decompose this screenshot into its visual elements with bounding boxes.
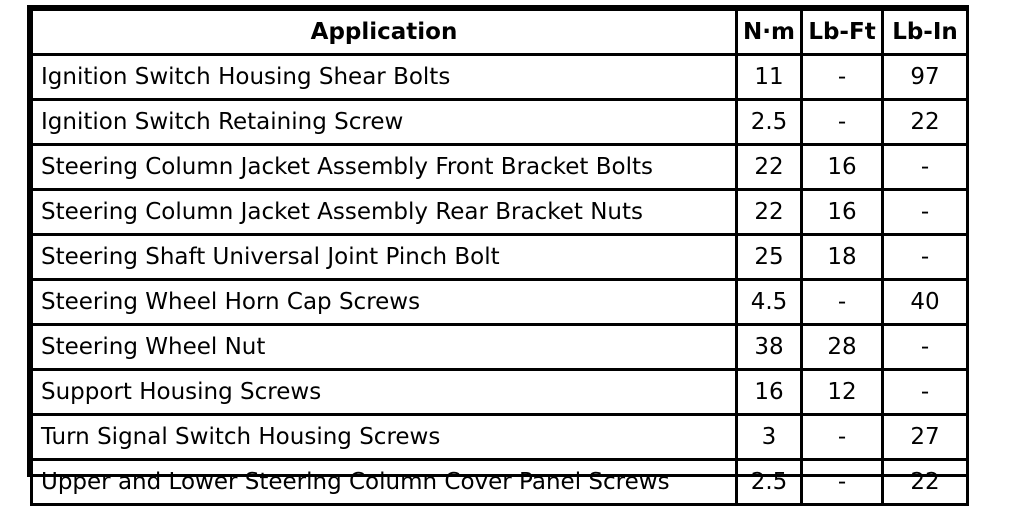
pound-inches-cell: 27 bbox=[883, 415, 968, 460]
pound-inches-cell: - bbox=[883, 235, 968, 280]
pound-inches-cell: 22 bbox=[883, 100, 968, 145]
pound-feet-cell: 28 bbox=[802, 325, 883, 370]
pound-inches-cell: 40 bbox=[883, 280, 968, 325]
pound-inches-cell: 97 bbox=[883, 55, 968, 100]
torque-specifications-table bbox=[30, 8, 969, 506]
pound-feet-cell: 12 bbox=[802, 370, 883, 415]
table-row bbox=[32, 55, 968, 100]
table-row bbox=[32, 325, 968, 370]
newton-meters-cell: 4.5 bbox=[737, 280, 802, 325]
application-cell: Ignition Switch Retaining Screw bbox=[32, 100, 737, 145]
torque-specifications-table-container bbox=[27, 5, 969, 495]
pound-inches-cell: - bbox=[883, 190, 968, 235]
pound-feet-cell: 16 bbox=[802, 190, 883, 235]
header-newton-meters: N·m bbox=[737, 10, 802, 55]
application-cell: Steering Column Jacket Assembly Rear Bracket Nuts bbox=[32, 190, 737, 235]
header-pound-feet: Lb-Ft bbox=[802, 10, 883, 55]
table-row bbox=[32, 415, 968, 460]
header-pound-inches: Lb-In bbox=[883, 10, 968, 55]
application-cell: Ignition Switch Housing Shear Bolts bbox=[32, 55, 737, 100]
pound-inches-cell: - bbox=[883, 145, 968, 190]
pound-feet-cell: - bbox=[802, 460, 883, 505]
newton-meters-cell: 11 bbox=[737, 55, 802, 100]
pound-inches-cell: - bbox=[883, 325, 968, 370]
table-row bbox=[32, 460, 968, 505]
pound-feet-cell: - bbox=[802, 55, 883, 100]
newton-meters-cell: 2.5 bbox=[737, 100, 802, 145]
table-row bbox=[32, 190, 968, 235]
pound-feet-cell: - bbox=[802, 100, 883, 145]
table-row bbox=[32, 145, 968, 190]
application-cell: Steering Column Jacket Assembly Front Bracket Bolts bbox=[32, 145, 737, 190]
application-cell: Steering Wheel Nut bbox=[32, 325, 737, 370]
newton-meters-cell: 2.5 bbox=[737, 460, 802, 505]
pound-inches-cell: - bbox=[883, 370, 968, 415]
table-header-row bbox=[32, 10, 968, 55]
application-cell: Steering Shaft Universal Joint Pinch Bolt bbox=[32, 235, 737, 280]
pound-feet-cell: 16 bbox=[802, 145, 883, 190]
newton-meters-cell: 38 bbox=[737, 325, 802, 370]
newton-meters-cell: 3 bbox=[737, 415, 802, 460]
header-application: Application bbox=[32, 10, 737, 55]
application-cell: Upper and Lower Steering Column Cover Panel Screws bbox=[32, 460, 737, 505]
pound-inches-cell: 22 bbox=[883, 460, 968, 505]
pound-feet-cell: 18 bbox=[802, 235, 883, 280]
table-row bbox=[32, 370, 968, 415]
newton-meters-cell: 25 bbox=[737, 235, 802, 280]
table-row bbox=[32, 235, 968, 280]
table-row bbox=[32, 100, 968, 145]
application-cell: Steering Wheel Horn Cap Screws bbox=[32, 280, 737, 325]
application-cell: Support Housing Screws bbox=[32, 370, 737, 415]
application-cell: Turn Signal Switch Housing Screws bbox=[32, 415, 737, 460]
table-row bbox=[32, 280, 968, 325]
pound-feet-cell: - bbox=[802, 280, 883, 325]
newton-meters-cell: 22 bbox=[737, 190, 802, 235]
pound-feet-cell: - bbox=[802, 415, 883, 460]
newton-meters-cell: 22 bbox=[737, 145, 802, 190]
newton-meters-cell: 16 bbox=[737, 370, 802, 415]
